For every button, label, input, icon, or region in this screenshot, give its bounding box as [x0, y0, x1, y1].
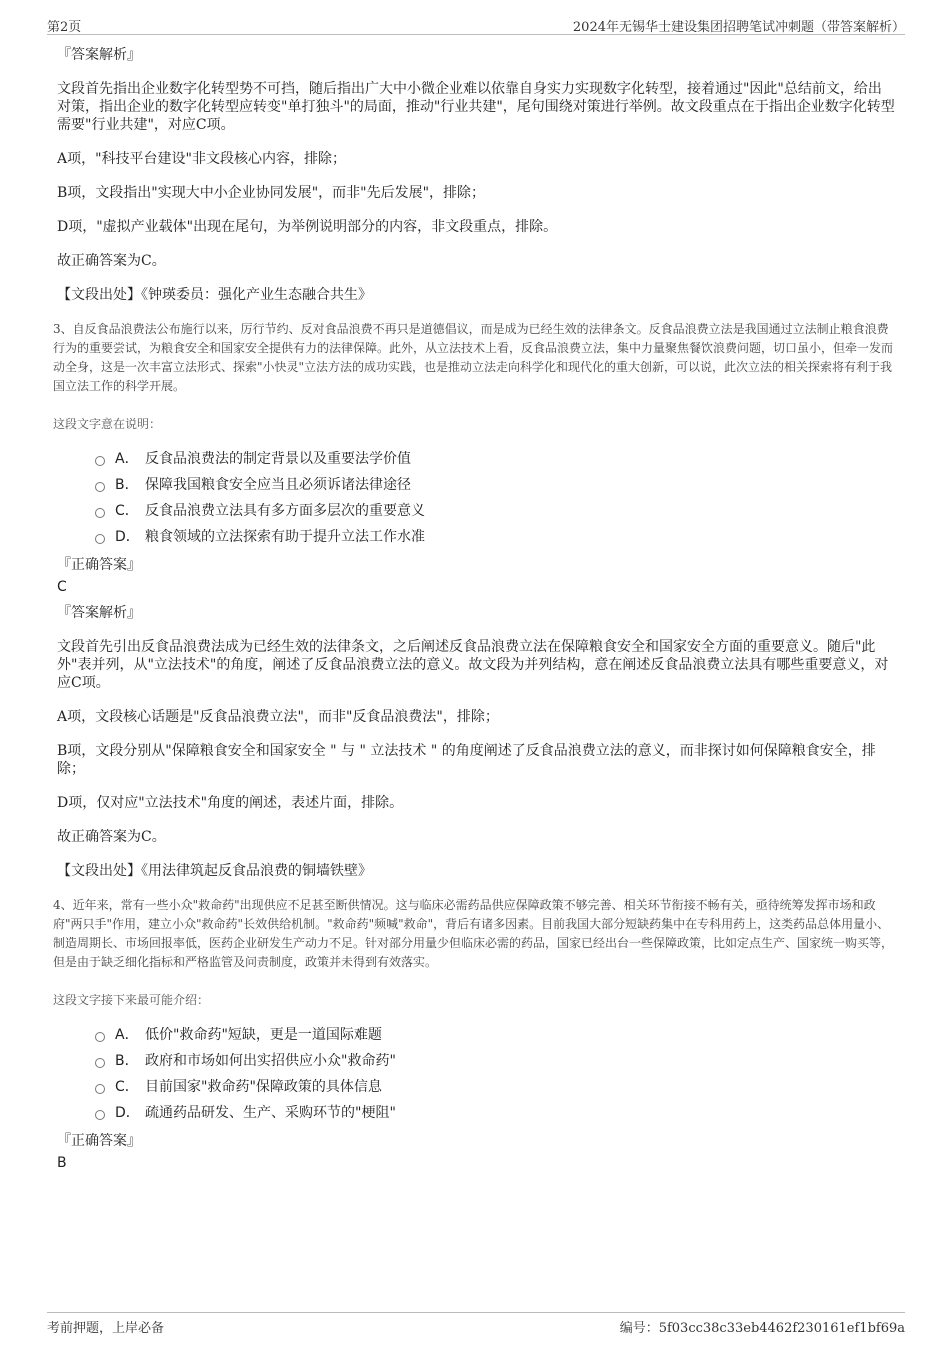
analysis-option-d: D项，"虚拟产业载体"出现在尾句，为举例说明部分的内容，非文段重点，排除。	[57, 219, 558, 235]
question-4-prompt: 这段文字接下来最可能介绍：	[53, 993, 210, 1007]
question-4-text: 4、近年来，常有一些小众"救命药"出现供应不足甚至断供情况。这与临床必需药品供应保障政策不够完善、相关环节衔接不畅有关，亟待统筹发挥市场和政府"两只手"作用，建立小众"救命药"长效供给机制。"救命药"频喊"救命"，背后有诸多因素。目前我国大部分短缺药集中在专科用药上，这类药品总体用量小、制造周期长、市场回报率低，医药企业研发生产动力不足。针对部分用量少但临床必需的药品，国家已经出台一些保障政策，比如定点生产、国家统一购买等，但是由于缺乏细化指标和严格监管及问责制度，政策并未得到有效落实。	[53, 898, 894, 969]
question-3-options	[95, 446, 895, 550]
analysis-conclusion: 故正确答案为C。	[57, 829, 166, 845]
correct-answer: C	[57, 579, 67, 595]
analysis-text: 文段首先指出企业数字化转型势不可挡，随后指出广大中小微企业难以依靠自身实力实现数字化转型，接着通过"因此"总结前文，给出对策，指出企业的数字化转型应转变"单打独斗"的局面，推动"行业共建"，尾句围绕对策进行举例。故文段重点在于指出企业数字化转型需要"行业共建"，对应C项。	[57, 81, 895, 133]
question-3-prompt: 这段文字意在说明：	[53, 417, 162, 431]
question-4-options	[95, 1022, 895, 1126]
analysis-option-a: A项，"科技平台建设"非文段核心内容，排除；	[57, 151, 346, 167]
page-footer	[47, 1312, 905, 1335]
analysis-text: 文段首先引出反食品浪费法成为已经生效的法律条文，之后阐述反食品浪费立法在保障粮食安全和国家安全方面的重要意义。随后"此外"表并列，从"立法技术"的角度，阐述了反食品浪费立法的意义。故文段为并列结构，意在阐述反食品浪费立法具有哪些重要意义，对应C项。	[57, 639, 889, 691]
analysis-label: 『答案解析』	[57, 605, 141, 621]
option-a[interactable]: A． 反食品浪费法的制定背景以及重要法学价值	[95, 446, 895, 472]
correct-answer-label: 『正确答案』	[57, 557, 141, 573]
radio-icon[interactable]	[95, 1110, 105, 1120]
radio-icon[interactable]	[95, 482, 105, 492]
radio-icon[interactable]	[95, 1058, 105, 1068]
analysis-option-a: A项，文段核心话题是"反食品浪费立法"，而非"反食品浪费法"，排除；	[57, 709, 499, 725]
analysis-conclusion: 故正确答案为C。	[57, 253, 166, 269]
document-body	[53, 46, 895, 1180]
radio-icon[interactable]	[95, 456, 105, 466]
passage-source: 【文段出处】《用法律筑起反食品浪费的铜墙铁壁》	[57, 863, 372, 879]
radio-icon[interactable]	[95, 1084, 105, 1094]
option-b[interactable]: B． 保障我国粮食安全应当且必须诉诸法律途径	[95, 472, 895, 498]
option-d[interactable]: D． 粮食领域的立法探索有助于提升立法工作水准	[95, 524, 895, 550]
option-d[interactable]: D． 疏通药品研发、生产、采购环节的"梗阻"	[95, 1100, 895, 1126]
analysis-option-d: D项，仅对应"立法技术"角度的阐述，表述片面，排除。	[57, 795, 404, 811]
radio-icon[interactable]	[95, 508, 105, 518]
radio-icon[interactable]	[95, 1032, 105, 1042]
passage-source: 【文段出处】《钟瑛委员：强化产业生态融合共生》	[57, 287, 372, 303]
question-3-text: 3、自反食品浪费法公布施行以来，厉行节约、反对食品浪费不再只是道德倡议，而是成为已经生效的法律条文。反食品浪费立法是我国通过立法制止粮食浪费行为的重要尝试，为粮食安全和国家安全提供有力的法律保障。此外，从立法技术上看，反食品浪费立法，集中力量聚焦餐饮浪费问题，切口虽小，但牵一发而动全身，这是一次丰富立法形式、探索"小快灵"立法方法的成功实践，也是推动立法走向科学化和现代化的重大创新，可以说，此次立法的相关探索将有利于我国立法工作的科学开展。	[53, 322, 894, 393]
page-number: 第2页	[47, 20, 82, 35]
page-header	[47, 14, 905, 35]
analysis-option-b: B项，文段指出"实现大中小企业协同发展"，而非"先后发展"，排除；	[57, 185, 486, 201]
analysis-option-b: B项，文段分别从"保障粮食安全和国家安全 " 与 " 立法技术 " 的角度阐述了反食品浪费立法的意义，而非探讨如何保障粮食安全，排除；	[57, 743, 876, 777]
option-b[interactable]: B． 政府和市场如何出实招供应小众"救命药"	[95, 1048, 895, 1074]
footer-slogan: 考前押题，上岸必备	[47, 1321, 165, 1336]
correct-answer-label: 『正确答案』	[57, 1133, 141, 1149]
document-title: 2024年无锡华士建设集团招聘笔试冲刺题（带答案解析）	[572, 20, 905, 35]
option-c[interactable]: C． 反食品浪费立法具有多方面多层次的重要意义	[95, 498, 895, 524]
correct-answer: B	[57, 1155, 67, 1171]
analysis-label: 『答案解析』	[57, 47, 141, 63]
option-a[interactable]: A． 低价"救命药"短缺，更是一道国际难题	[95, 1022, 895, 1048]
option-c[interactable]: C． 目前国家"救命药"保障政策的具体信息	[95, 1074, 895, 1100]
radio-icon[interactable]	[95, 534, 105, 544]
document-id: 编号：5f03cc38c33eb4462f230161ef1bf69a	[619, 1321, 905, 1336]
